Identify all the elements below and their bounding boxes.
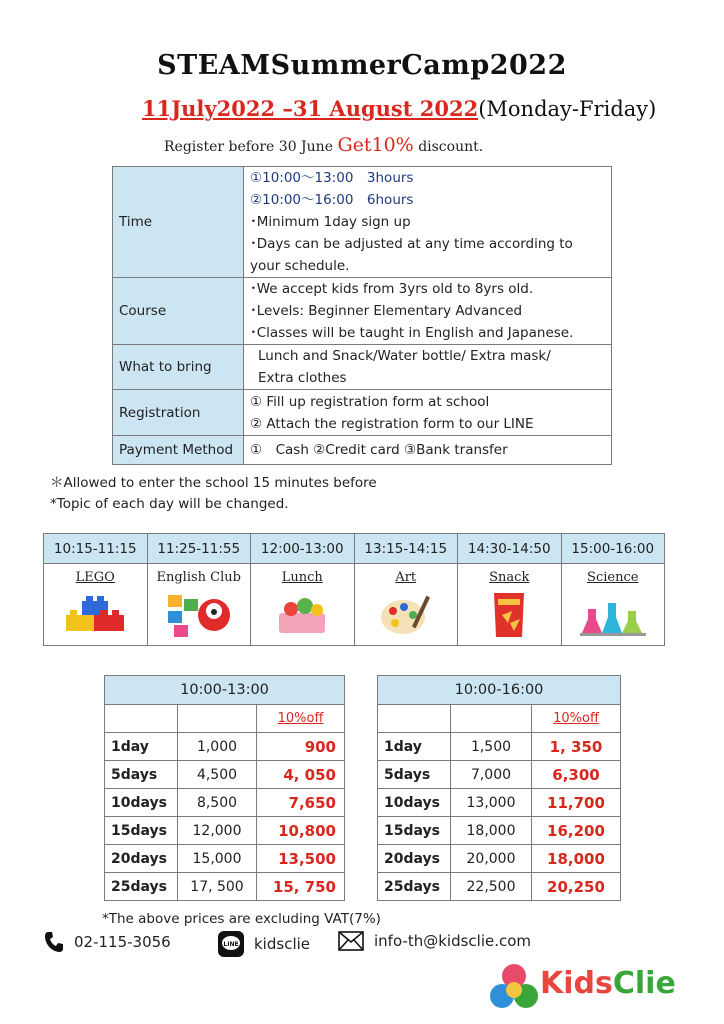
course-details: ･We accept kids from 3yrs old to 8yrs old. ･Levels: Beginner Elementary Advanced ･Classes will be taught in English and Japanese. bbox=[244, 278, 612, 345]
schedule-time: 14:30-14:50 bbox=[458, 534, 562, 564]
schedule-time: 11:25-11:55 bbox=[147, 534, 251, 564]
schedule-time: 10:15-11:15 bbox=[44, 534, 148, 564]
notes bbox=[50, 473, 377, 515]
activity-english-club: English Club bbox=[147, 564, 251, 646]
phone-contact[interactable] bbox=[44, 931, 171, 953]
note-entry-time: ＊Allowed to enter the school 15 minutes before bbox=[50, 475, 377, 491]
payment-details: ① Cash ②Credit card ③Bank transfer bbox=[244, 436, 612, 465]
bring-details: Lunch and Snack/Water bottle/ Extra mask/ Extra clothes bbox=[244, 345, 612, 390]
discount-header: 10%off bbox=[257, 705, 345, 733]
table-row: 15days 12,000 10,800 bbox=[105, 817, 345, 845]
kidsclie-logo-text: KidsClie bbox=[540, 966, 676, 1001]
table-row: 10days 13,000 11,700 bbox=[378, 789, 621, 817]
table-row: 20days 20,000 18,000 bbox=[378, 845, 621, 873]
page-title: STEAMSummerCamp2022 bbox=[157, 50, 567, 81]
schedule-time: 15:00-16:00 bbox=[561, 534, 665, 564]
time-details: ①10:00～13:00 3hours ②10:00～16:00 6hours ･Minimum 1day sign up ･Days can be adjusted at any time according to your schedule. bbox=[244, 167, 612, 278]
phone-number: 02-115-3056 bbox=[74, 933, 171, 951]
bring-label: What to bring bbox=[113, 345, 244, 390]
table-row: 10days 8,500 7,650 bbox=[105, 789, 345, 817]
payment-label: Payment Method bbox=[113, 436, 244, 465]
kidsclie-logo bbox=[488, 958, 688, 1018]
registration-details: ① Fill up registration form at school ② Attach the registration form to our LINE bbox=[244, 390, 612, 436]
table-row: 5days 7,000 6,300 bbox=[378, 761, 621, 789]
table-row: 25days 22,500 20,250 bbox=[378, 873, 621, 901]
date-range: 11July2022 –31 August 2022 bbox=[142, 96, 479, 121]
email-contact[interactable] bbox=[338, 931, 531, 951]
mail-icon bbox=[338, 931, 364, 951]
price-heading: 10:00-16:00 bbox=[378, 676, 621, 705]
line-id: kidsclie bbox=[254, 935, 311, 953]
table-row: 1day 1,000 900 bbox=[105, 733, 345, 761]
activity-lego: LEGO bbox=[44, 564, 148, 646]
registration-label: Registration bbox=[113, 390, 244, 436]
snack-chips-icon bbox=[474, 589, 544, 639]
discount-highlight: Get10% bbox=[337, 134, 414, 156]
english-club-icon bbox=[164, 589, 234, 639]
price-heading: 10:00-13:00 bbox=[105, 676, 345, 705]
phone-icon bbox=[44, 931, 64, 953]
activity-snack: Snack bbox=[458, 564, 562, 646]
svg-text:LINE: LINE bbox=[223, 941, 239, 948]
kidsclie-logo-mark bbox=[488, 962, 540, 1018]
activity-art: Art bbox=[354, 564, 458, 646]
price-table-short bbox=[104, 675, 345, 901]
table-row: 1day 1,500 1, 350 bbox=[378, 733, 621, 761]
daily-schedule-table bbox=[43, 533, 665, 646]
course-label: Course bbox=[113, 278, 244, 345]
email-address: info-th@kidsclie.com bbox=[374, 932, 532, 950]
table-row: 25days 17, 500 15, 750 bbox=[105, 873, 345, 901]
line-contact[interactable] bbox=[218, 931, 310, 957]
discount-header: 10%off bbox=[532, 705, 621, 733]
schedule-time: 13:15-14:15 bbox=[354, 534, 458, 564]
vat-note: *The above prices are excluding VAT(7%) bbox=[102, 911, 381, 927]
note-topic: *Topic of each day will be changed. bbox=[50, 496, 289, 512]
camp-info-table bbox=[112, 166, 612, 465]
early-registration-note: Register before 30 June Get10% discount. bbox=[164, 134, 484, 156]
lego-icon bbox=[60, 589, 130, 639]
line-app-icon bbox=[218, 931, 244, 957]
lunch-icon bbox=[267, 589, 337, 639]
table-row: 20days 15,000 13,500 bbox=[105, 845, 345, 873]
price-table-long bbox=[377, 675, 621, 901]
activity-lunch: Lunch bbox=[251, 564, 355, 646]
activity-science: Science bbox=[561, 564, 665, 646]
art-palette-icon bbox=[371, 589, 441, 639]
schedule-time: 12:00-13:00 bbox=[251, 534, 355, 564]
camp-dates bbox=[142, 96, 656, 121]
table-row: 15days 18,000 16,200 bbox=[378, 817, 621, 845]
contact-bar bbox=[44, 931, 644, 957]
weekday-range: (Monday-Friday) bbox=[478, 97, 657, 121]
time-label: Time bbox=[113, 167, 244, 278]
science-flask-icon bbox=[578, 589, 648, 639]
table-row: 5days 4,500 4, 050 bbox=[105, 761, 345, 789]
